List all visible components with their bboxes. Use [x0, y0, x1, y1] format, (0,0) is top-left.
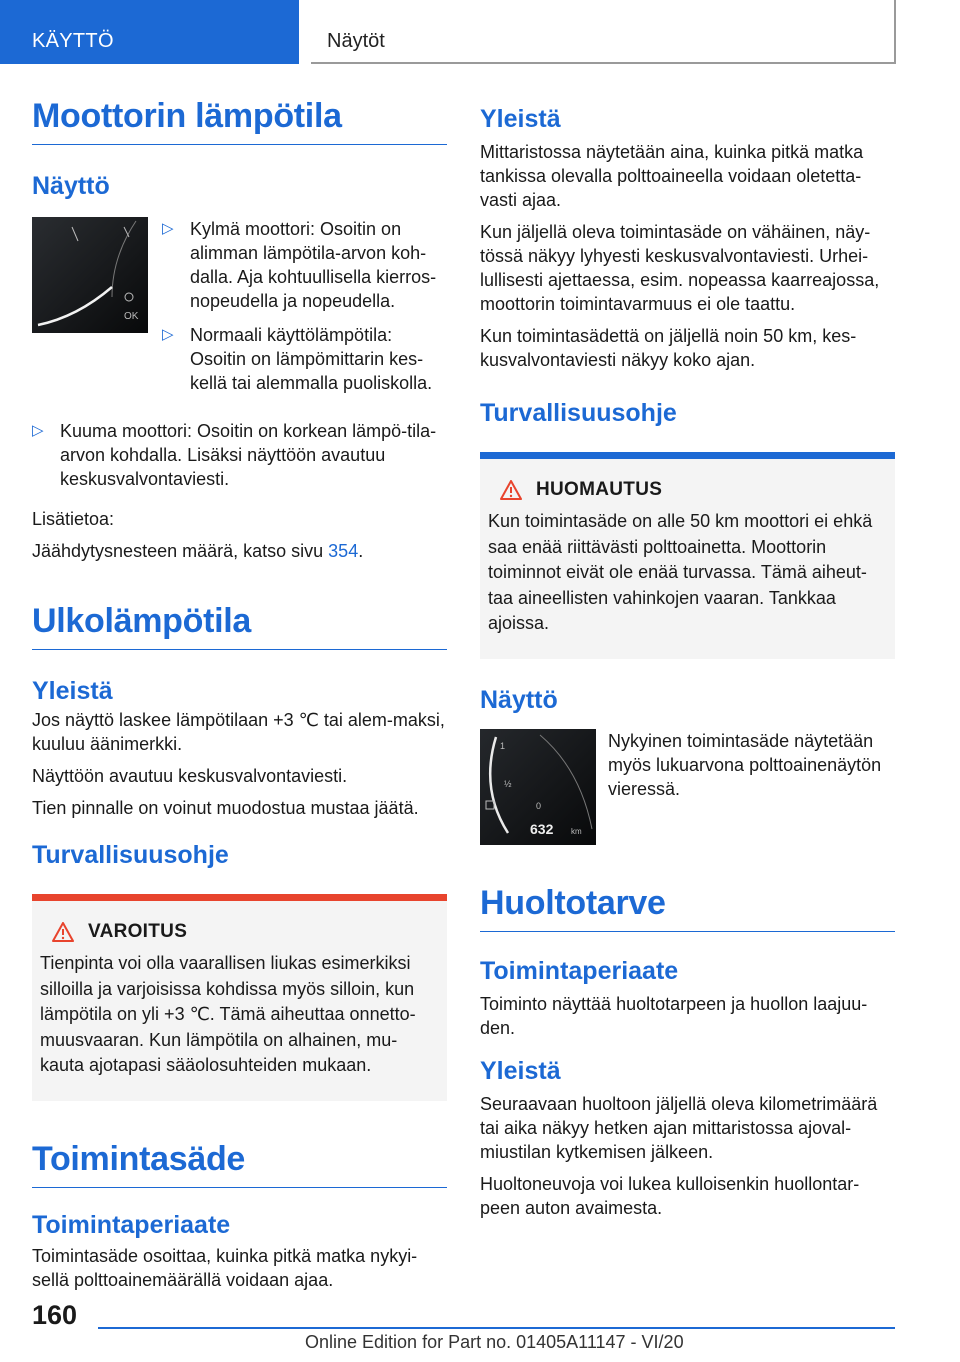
caution-triangle-icon: [500, 480, 522, 500]
heading-display-right: Näyttö: [480, 685, 558, 714]
left-column: [32, 96, 447, 1300]
section-tab: KÄYTTÖ: [0, 0, 299, 64]
range-principle-text: Toimintasäde osoittaa, kuinka pitkä matka nykyi-sellä polttoainemäärällä voidaan ajaa.: [32, 1245, 418, 1290]
heading-general-right: Yleistä: [480, 105, 561, 133]
fuel-gauge-graphic: [480, 729, 596, 845]
heading-service: Huoltotarve: [480, 883, 895, 932]
heading-range: Toimintasäde: [32, 1139, 447, 1188]
heading-general2-right: Yleistä: [480, 1056, 561, 1085]
warning-triangle-icon: [52, 922, 74, 942]
engine-temp-bullets-2: [32, 419, 447, 491]
heading-general-left: Yleistä: [32, 677, 113, 705]
page-number: 160: [32, 1300, 78, 1330]
outside-temp-p1: Jos näyttö laskee lämpötilaan +3 ℃ tai alem-maksi, kuuluu äänimerkki.: [32, 710, 445, 754]
notice-box: [480, 452, 895, 659]
bullet-cold: ▷ Kylmä moottori: Osoitin on alimman lämpötila-arvon koh-dalla. Aja kohtuullisella kierros-nopeudella ja nopeudella.: [162, 219, 437, 311]
bullet-hot: ▷ Kuuma moottori: Osoitin on korkean lämpö-tila-arvon kohdalla. Lisäksi näyttöön avautuu keskusvalvontaviesti.: [32, 421, 437, 489]
triangle-bullet-icon: ▷: [162, 220, 174, 237]
more-info-label: Lisätietoa:: [32, 509, 115, 529]
outside-temp-p2: Näyttöön avautuu keskusvalvontaviesti.: [32, 766, 348, 786]
outside-temp-p3: Tien pinnalle on voinut muodostua mustaa jäätä.: [32, 798, 419, 818]
heading-principle-right: Toimintaperiaate: [480, 956, 679, 985]
chapter-tab: Näytöt: [311, 0, 896, 64]
temperature-gauge-graphic: [32, 217, 148, 333]
warning-text: Tienpinta voi olla vaarallisen liukas esimerkiksi silloilla ja varjoisissa kohdissa myös silloin, kun lämpötila on yli +3 ℃. Tämä aiheuttaa onnetto-muusvaaran. Kun lämpötila on alhainen, mu-kauta ajotapasi sääolosuhteiden mukaan.: [40, 953, 416, 1075]
temperature-gauge-image: [32, 217, 148, 333]
warning-title: VAROITUS: [40, 921, 439, 943]
fuel-range-value: 632: [530, 820, 554, 837]
gauge-ok-label: OK: [124, 311, 139, 322]
heading-safety-right: Turvallisuusohje: [480, 399, 677, 427]
service-general-p2: Huoltoneuvoja voi lukea kulloisenkin huollontar-peen auton avaimesta.: [480, 1173, 860, 1218]
heading-safety-left: Turvallisuusohje: [32, 841, 229, 869]
engine-temp-block: [32, 217, 447, 405]
service-general-p1: Seuraavaan huoltoon jäljellä oleva kilometrimäärä tai aika näkyy hetken ajan mittaristossa ajoval-miustilan kytkemisen jälkeen.: [480, 1093, 878, 1162]
heading-display-left: Näyttö: [32, 172, 110, 200]
range-general-p3: Kun toimintasädettä on jäljellä noin 50 km, kes-kusvalvontaviesti näkyy koko ajan.: [480, 326, 857, 370]
fuel-range-unit: km: [571, 826, 582, 836]
warning-box: [32, 894, 447, 1101]
notice-title: HUOMAUTUS: [488, 479, 887, 501]
edition-text: Online Edition for Part no. 01405A11147 - VI/20: [305, 1332, 684, 1352]
fuel-empty-label: 0: [536, 800, 542, 811]
range-general-p2: Kun jäljellä oleva toimintasäde on vähäinen, näy-tössä näkyy lyhyesti keskusvalvontaviesti. Urhei-lullisesti ajettaessa, esim. nopeassa kaarreajossa, moottorin toimintavarmuus ei ole taattu.: [480, 222, 880, 314]
fuel-display-block: [480, 729, 895, 845]
heading-principle-left: Toimintaperiaate: [32, 1210, 231, 1239]
fuel-full-label: 1: [500, 740, 506, 751]
page-link-354[interactable]: 354: [328, 541, 359, 561]
triangle-bullet-icon: ▷: [32, 422, 44, 439]
engine-temp-bullets: [162, 217, 447, 405]
bullet-normal: ▷ Normaali käyttölämpötila: Osoitin on lämpömittarin kes-kellä tai alemmalla puoliskolla.: [162, 325, 433, 393]
footer-divider: [98, 1327, 895, 1329]
triangle-bullet-icon: ▷: [162, 326, 174, 343]
fuel-half-label: ½: [504, 778, 512, 789]
heading-outside-temp: Ulkolämpötila: [32, 601, 447, 650]
fuel-display-text: Nykyinen toimintasäde näytetään myös lukuarvona polttoainenäytön vieressä.: [608, 730, 882, 799]
fuel-gauge-image: [480, 729, 596, 845]
right-column: [480, 104, 895, 1228]
coolant-reference: Jäähdytysnesteen määrä, katso sivu 354.: [32, 541, 364, 561]
notice-text: Kun toimintasäde on alle 50 km moottori ei ehkä saa enää riittävästi polttoainetta. Moottorin toiminnot eivät ole enää turvassa. Tämä aiheut-taa aineellisten vahinkojen vaaran. Tankkaa ajoissa.: [488, 511, 873, 633]
heading-engine-temp: Moottorin lämpötila: [32, 96, 447, 145]
service-principle-text: Toiminto näyttää huoltotarpeen ja huollon laajuu-den.: [480, 993, 868, 1038]
range-general-p1: Mittaristossa näytetään aina, kuinka pitkä matka tankissa olevalla polttoaineella voidaan oletetta-vasti ajaa.: [480, 142, 864, 210]
